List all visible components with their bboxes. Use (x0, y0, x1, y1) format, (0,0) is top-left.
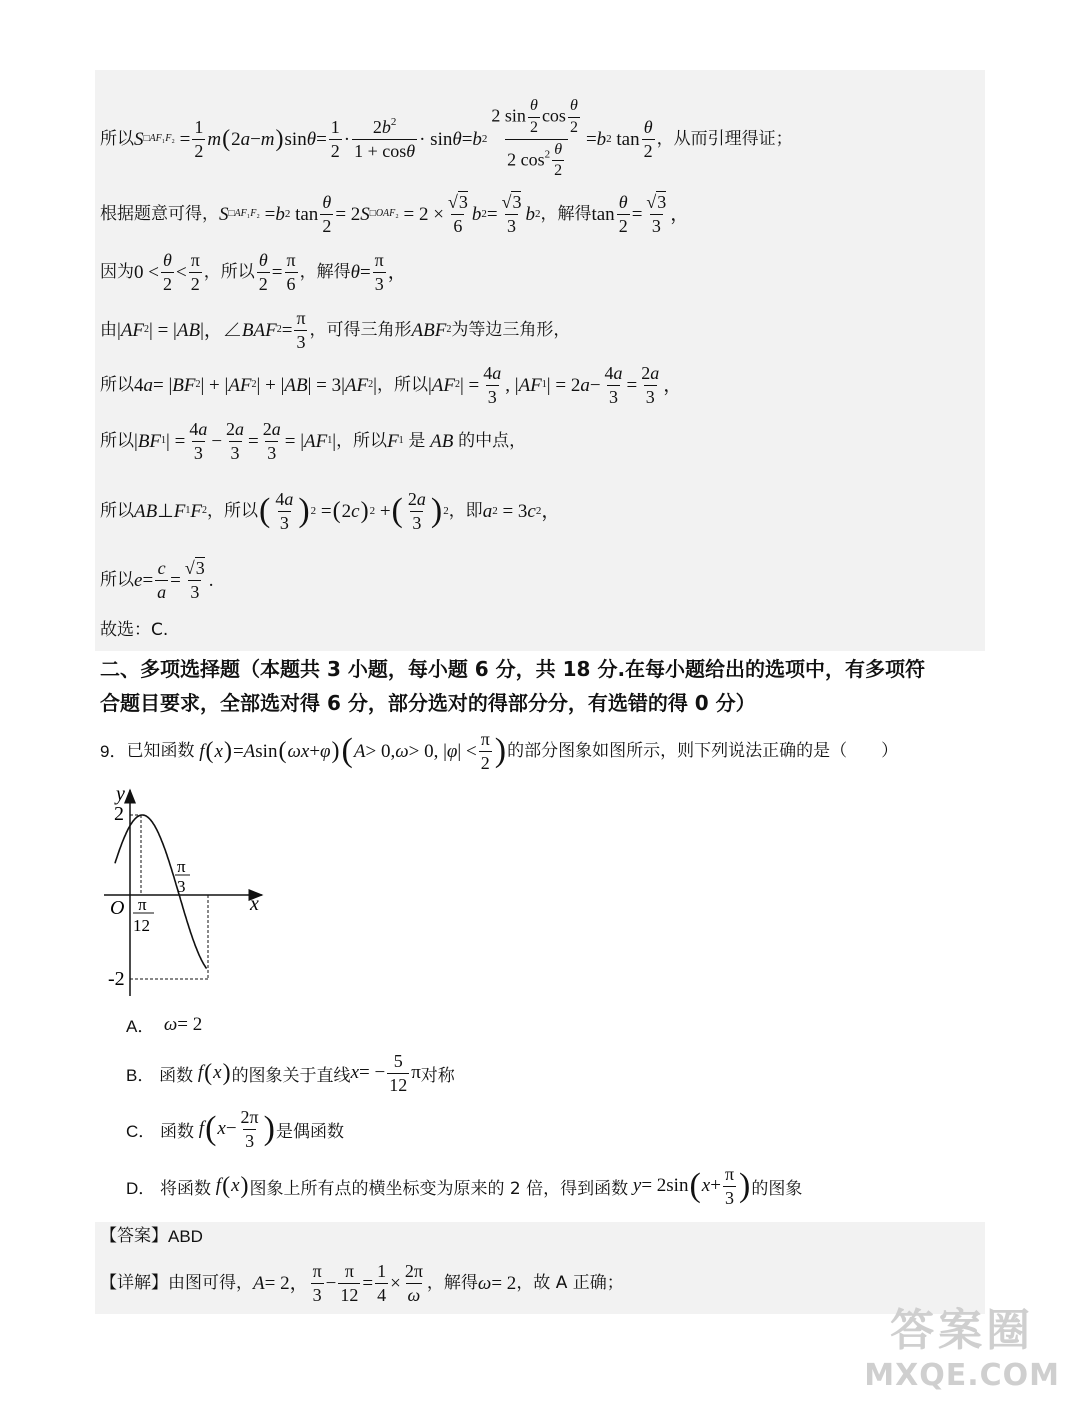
option-b[interactable]: B． 函数 f ( x ) 的图象关于直线 x = − 5 12 π 对称 (126, 1051, 455, 1095)
origin-label: O (110, 897, 125, 919)
pi3-num: π (177, 857, 186, 876)
min-label: -2 (108, 968, 125, 990)
solution-line-2: 根据题意可得， S □AF₁F₂ = b 2 tan θ 2 = 2 S □OAF₂ = 2 × √3 6 b 2 = √3 3 b 2 ，解得 tan θ 2 = √3 3 ， (100, 192, 690, 236)
solution-line-6: 所以 | BF 1 | = 4a 3 − 2a 3 = 2a 3 = | AF 1 | ，所以 F 1 是 AB 的中点， (100, 419, 527, 463)
question-9-stem: 9． 已知函数 f ( x ) = A sin ( ωx + φ ) ( A > 0, ω > 0, | φ | < π 2 ) 的部分图象如图所示，则下列说法正确的是（ ） (100, 729, 899, 773)
pi12-den: 12 (133, 916, 150, 935)
option-c[interactable]: C． 函数 f ( x − 2π 3 ) 是偶函数 (126, 1107, 344, 1151)
max-label: 2 (114, 803, 124, 825)
choose-line: 故选：C. (100, 620, 169, 640)
detail-line: 【详解】 由图可得， A = 2， π 3 − π 12 = 1 4 × 2π ω ，解得 ω = 2 ，故 A 正确； (100, 1261, 624, 1305)
answer-value: ABD (168, 1227, 203, 1246)
solution-line-5: 所以 4 a = | BF 2 | + | AF 2 | + | AB | = 3| AF 2 | ，所以 | AF 2 | = 4a 3 , | AF 1 | = 2 a − 4a 3 = 2a 3 ， (100, 363, 683, 407)
x-axis-label: x (250, 893, 259, 915)
option-a[interactable]: A． ω = 2 (126, 1013, 203, 1036)
pi3-den: 3 (177, 877, 186, 896)
solution-line-3: 因为 0 < θ 2 < π 2 ，所以 θ 2 = π 6 ，解得 θ = π 3 ， (100, 250, 407, 294)
section-title-line-2: 合题目要求，全部选对得 6 分，部分选对的得部分分，有选错的得 0 分） (100, 691, 756, 715)
option-d[interactable]: D． 将函数 f ( x ) 图象上所有点的横坐标变为原来的 2 倍，得到函数 y = 2sin ( x + π 3 ) 的图象 (126, 1164, 803, 1208)
solution-line-8: 所以 e = c a = √3 3 . (100, 558, 214, 602)
solution-line-4: 由 | AF 2 | = | AB |，∠ BAF 2 = π 3 ，可得三角形 ABF 2 为等边三角形， (100, 308, 571, 352)
answer-line: 【答案】 ABD (100, 1226, 203, 1246)
pi12-num: π (138, 895, 147, 914)
solution-line-7: 所以 AB ⊥ F 1 F 2 ，所以 ( 4a 3 ) 2 = ( 2 c ) 2 + ( 2a 3 ) 2 ，即 a 2 = 3 c 2 ， (100, 489, 561, 533)
solution-line-1: 所以 S □AF₁F₂ = 1 2 m ( 2 a − m ) sin θ = 1 2 · $2b^2$ 1 + cosθ · sin θ = b 2 2 sin $\frac{\theta}{2}$ cos $\frac{\theta}{2}$ 2 $\cos^2$ $\frac{\theta}{2}$ = b 2 tan θ 2 ，从而引理得证； (100, 97, 793, 180)
sine-curve (115, 815, 207, 969)
function-graph (96, 778, 276, 1000)
y-axis-label: y (116, 783, 125, 805)
section-title-line-1: 二、多项选择题（本题共 3 小题，每小题 6 分，共 18 分.在每小题给出的选项中，有多项符 (100, 657, 926, 681)
watermark: 答案圈 MXQE.COM (864, 1305, 1060, 1393)
